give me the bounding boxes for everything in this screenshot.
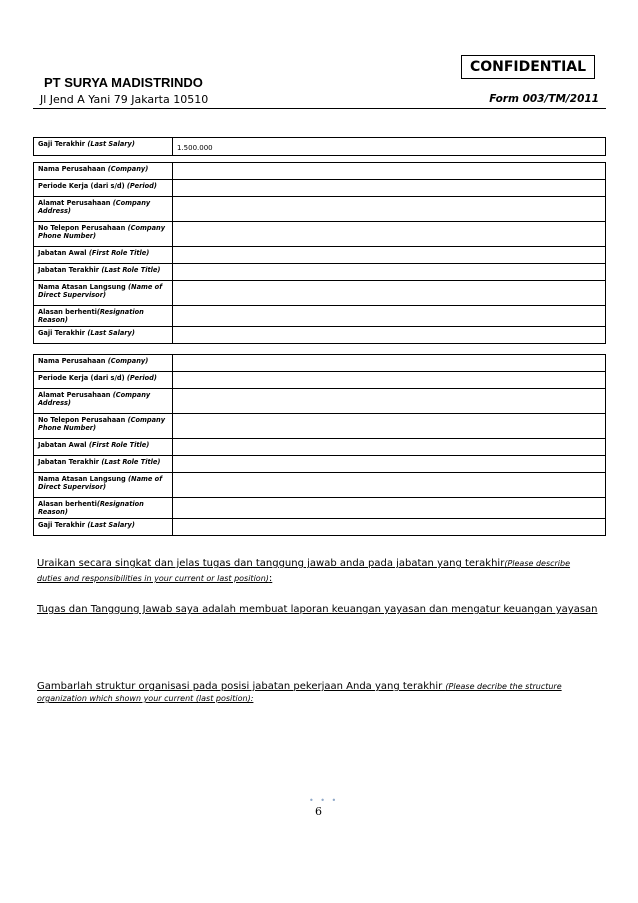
- last-role-field[interactable]: [173, 456, 606, 473]
- field-label: [34, 519, 173, 536]
- table-row: [34, 306, 606, 327]
- structure-prompt-en: (Please decribe the structure organization which shown your current (last position):: [37, 682, 562, 703]
- label-id: Gaji Terakhir: [38, 329, 88, 337]
- label-en: (Last Salary): [87, 140, 135, 148]
- label-en: (Last Salary): [87, 329, 135, 337]
- label-en: (Last Role Title): [101, 458, 161, 466]
- label-en: (Name of Direct Supervisor): [38, 475, 163, 491]
- form-number: Form 003/TM/2011: [489, 93, 599, 105]
- label-id: No Telepon Perusahaan: [38, 224, 128, 232]
- field-label: [34, 355, 173, 372]
- table-row: [34, 281, 606, 306]
- field-label: [34, 222, 173, 247]
- page-number: 6: [315, 805, 322, 818]
- field-label: [34, 414, 173, 439]
- field-label: [34, 180, 173, 197]
- label-en: (Last Salary): [87, 521, 135, 529]
- label-en: (Company): [107, 165, 149, 173]
- supervisor-field[interactable]: [173, 281, 606, 306]
- field-label: [34, 498, 173, 519]
- company-address-field[interactable]: [173, 389, 606, 414]
- label-en: (Last Role Title): [101, 266, 161, 274]
- label-id: No Telepon Perusahaan: [38, 416, 128, 424]
- table-row: [34, 439, 606, 456]
- field-label: [34, 389, 173, 414]
- structure-prompt-id: Gambarlah struktur organisasi pada posisi jabatan pekerjaan Anda yang terakhir: [37, 681, 446, 692]
- header-divider: [33, 108, 606, 109]
- employment-history-table-2: [33, 354, 606, 536]
- first-role-field[interactable]: [173, 247, 606, 264]
- label-id: Nama Atasan Langsung: [38, 475, 129, 483]
- field-label: [34, 473, 173, 498]
- company-field[interactable]: [173, 163, 606, 180]
- table-row: [34, 355, 606, 372]
- label-id: Alamat Perusahaan: [38, 391, 113, 399]
- label-en: (First Role Title): [88, 249, 150, 257]
- label-id: Jabatan Awal: [38, 249, 89, 257]
- table-row: [34, 414, 606, 439]
- label-id: Alasan berhenti: [38, 500, 97, 508]
- table-row: [34, 519, 606, 536]
- label-en: (Company Phone Number): [38, 416, 166, 432]
- label-id: Periode Kerja (dari s/d): [38, 182, 127, 190]
- field-label: [34, 306, 173, 327]
- label-en: (Resignation Reason): [38, 500, 144, 516]
- label-en: (Company Phone Number): [38, 224, 166, 240]
- label-en: (Company Address): [38, 199, 151, 215]
- field-label: [34, 138, 173, 156]
- field-label: [34, 247, 173, 264]
- label-id: Gaji Terakhir: [38, 140, 88, 148]
- label-en: (Company): [107, 357, 149, 365]
- last-salary-field[interactable]: [173, 519, 606, 536]
- table-row: [34, 180, 606, 197]
- field-label: [34, 281, 173, 306]
- field-label: [34, 439, 173, 456]
- label-en: (Name of Direct Supervisor): [38, 283, 163, 299]
- label-en: (Resignation Reason): [38, 308, 144, 324]
- field-label: [34, 264, 173, 281]
- company-phone-field[interactable]: [173, 222, 606, 247]
- field-label: [34, 456, 173, 473]
- table-row: [34, 327, 606, 344]
- table-row: [34, 498, 606, 519]
- period-field[interactable]: [173, 372, 606, 389]
- label-id: Jabatan Terakhir: [38, 458, 102, 466]
- table-row: [34, 247, 606, 264]
- period-field[interactable]: [173, 180, 606, 197]
- label-id: Nama Atasan Langsung: [38, 283, 129, 291]
- first-role-field[interactable]: [173, 439, 606, 456]
- label-en: (Company Address): [38, 391, 151, 407]
- table-row: [34, 456, 606, 473]
- label-en: (First Role Title): [88, 441, 150, 449]
- duties-prompt-en: (Please describe duties and responsibilities in your current or last position): [37, 559, 571, 583]
- table-row: [34, 138, 606, 156]
- supervisor-field[interactable]: [173, 473, 606, 498]
- company-name: PT SURYA MADISTRINDO: [44, 75, 203, 90]
- duties-prompt-id: Uraikan secara singkat dan jelas tugas dan tanggung jawab anda pada jabatan yang terakhir: [37, 558, 505, 569]
- label-id: Nama Perusahaan: [38, 357, 108, 365]
- table-row: [34, 163, 606, 180]
- label-id: Gaji Terakhir: [38, 521, 88, 529]
- current-salary-table: [33, 137, 606, 156]
- label-id: Alasan berhenti: [38, 308, 97, 316]
- label-id: Jabatan Terakhir: [38, 266, 102, 274]
- table-row: [34, 473, 606, 498]
- resignation-reason-field[interactable]: [173, 306, 606, 327]
- last-role-field[interactable]: [173, 264, 606, 281]
- label-en: (Period): [126, 182, 157, 190]
- footer-dots: • • •: [309, 796, 339, 805]
- structure-prompt: [37, 681, 607, 705]
- table-row: [34, 264, 606, 281]
- company-field[interactable]: [173, 355, 606, 372]
- company-address: Jl Jend A Yani 79 Jakarta 10510: [40, 93, 209, 106]
- label-en: (Period): [126, 374, 157, 382]
- table-row: [34, 222, 606, 247]
- table-row: [34, 372, 606, 389]
- field-label: [34, 372, 173, 389]
- duties-prompt: [37, 556, 597, 586]
- last-salary-field[interactable]: [173, 327, 606, 344]
- label-id: Periode Kerja (dari s/d): [38, 374, 127, 382]
- field-label: [34, 197, 173, 222]
- field-label: [34, 163, 173, 180]
- label-id: Nama Perusahaan: [38, 165, 108, 173]
- field-label: [34, 327, 173, 344]
- salary-value-field[interactable]: 1.500.000: [173, 138, 606, 156]
- duties-prompt-end: :: [268, 573, 273, 584]
- company-phone-field[interactable]: [173, 414, 606, 439]
- label-id: Jabatan Awal: [38, 441, 89, 449]
- confidential-label: CONFIDENTIAL: [461, 55, 595, 79]
- company-address-field[interactable]: [173, 197, 606, 222]
- resignation-reason-field[interactable]: [173, 498, 606, 519]
- table-row: [34, 197, 606, 222]
- table-row: [34, 389, 606, 414]
- employment-history-table-1: [33, 162, 606, 344]
- duties-answer: Tugas dan Tanggung Jawab saya adalah membuat laporan keuangan yayasan dan mengatur keuangan yayasan: [37, 604, 598, 615]
- label-id: Alamat Perusahaan: [38, 199, 113, 207]
